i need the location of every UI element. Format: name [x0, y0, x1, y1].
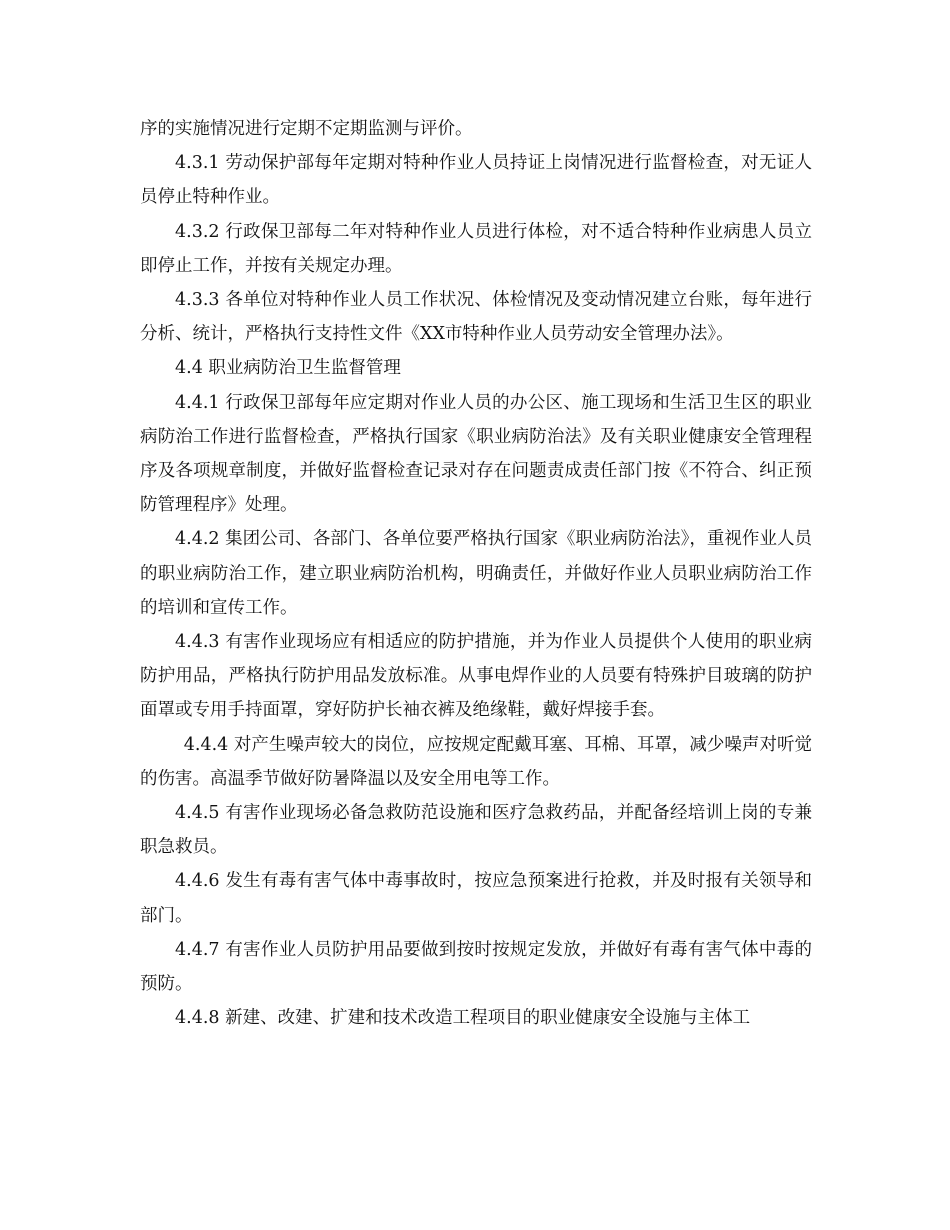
paragraph-4-4-2: 4.4.2 集团公司、各部门、各单位要严格执行国家《职业病防治法》，重视作业人员的职业病防治工作，建立职业病防治机构，明确责任，并做好作业人员职业病防治工作的培训和宣传工作。 — [140, 529, 812, 618]
document-body — [140, 112, 812, 1035]
paragraph-4-4-8: 4.4.8 新建、改建、扩建和技术改造工程项目的职业健康安全设施与主体工 — [175, 1008, 751, 1029]
paragraph-4-3-1: 4.3.1 劳动保护部每年定期对特种作业人员持证上岗情况进行监督检查，对无证人员停止特种作业。 — [140, 153, 812, 208]
paragraph-4-4-1: 4.4.1 行政保卫部每年应定期对作业人员的办公区、施工现场和生活卫生区的职业病防治工作进行监督检查，严格执行国家《职业病防治法》及有关职业健康安全管理程序及各项规章制度，并做好监督检查记录对存在问题责成责任部门按《不符合、纠正预防管理程序》处理。 — [140, 392, 812, 516]
paragraph-4-4-4: 4.4.4 对产生噪声较大的岗位，应按规定配戴耳塞、耳棉、耳罩，减少噪声对听觉的伤害。高温季节做好防暑降温以及安全用电等工作。 — [140, 734, 812, 789]
paragraph-4-4-3: 4.4.3 有害作业现场应有相适应的防护措施，并为作业人员提供个人使用的职业病防护用品，严格执行防护用品发放标准。从事电焊作业的人员要有特殊护目玻璃的防护面罩或专用手持面罩，穿好防护长袖衣裤及绝缘鞋，戴好焊接手套。 — [140, 632, 812, 721]
paragraph-continuation: 序的实施情况进行定期不定期监测与评价。 — [140, 119, 473, 139]
paragraph-4-3-3: 4.3.3 各单位对特种作业人员工作状况、体检情况及变动情况建立台账，每年进行分析、统计，严格执行支持性文件《XX市特种作业人员劳动安全管理办法》。 — [140, 290, 812, 345]
paragraph-4-3-2: 4.3.2 行政保卫部每二年对特种作业人员进行体检，对不适合特种作业病患人员立即停止工作，并按有关规定办理。 — [140, 221, 812, 276]
paragraph-4-4-7: 4.4.7 有害作业人员防护用品要做到按时按规定发放，并做好有毒有害气体中毒的预防。 — [140, 939, 812, 995]
paragraph-4-4-6: 4.4.6 发生有毒有害气体中毒事故时，按应急预案进行抢救，并及时报有关领导和部门。 — [140, 871, 812, 926]
section-heading-4-4: 4.4 职业病防治卫生监督管理 — [175, 358, 401, 379]
paragraph-4-4-5: 4.4.5 有害作业现场必备急救防范设施和医疗急救药品，并配备经培训上岗的专兼职急救员。 — [140, 803, 812, 858]
